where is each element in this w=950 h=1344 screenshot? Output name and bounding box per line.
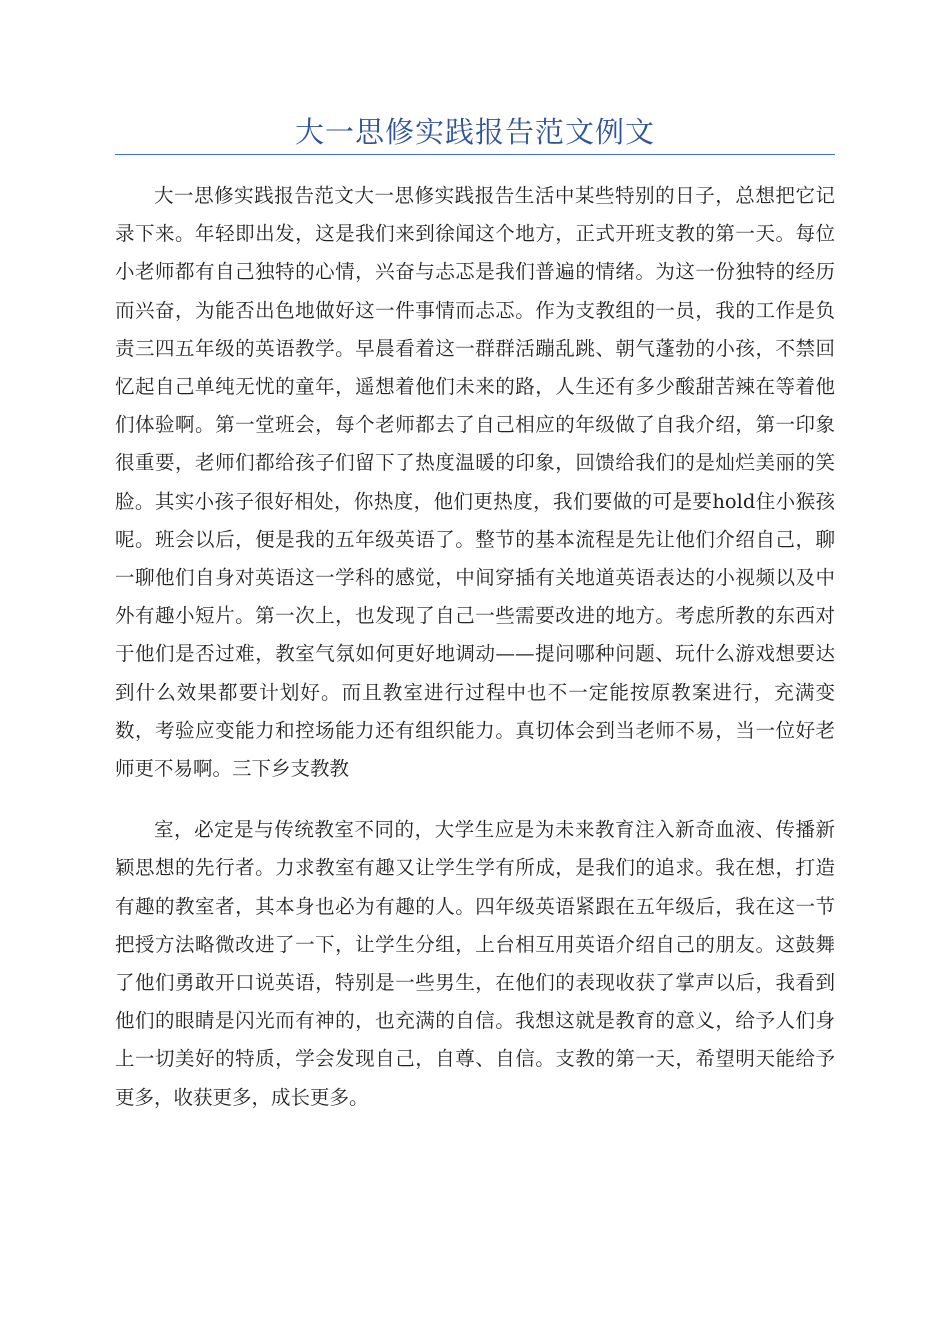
document-title: 大一思修实践报告范文例文: [294, 115, 655, 149]
body-paragraph-2: 室，必定是与传统教室不同的，大学生应是为未来教育注入新奇血液、传播新颖思想的先行者。力求教室有趣又让学生学有所成，是我们的追求。我在想，打造有趣的教室者，其本身也必为有趣的人。四年级英语紧跟在五年级后，我在这一节把授方法略微改进了一下，让学生分组，上台相互用英语介绍自己的朋友。这鼓舞了他们勇敢开口说英语，特别是一些男生，在他们的表现收获了掌声以后，我看到他们的眼睛是闪光而有神的，也充满的自信。我想这就是教育的意义，给予人们身上一切美好的特质，学会发现自己，自尊、自信。支教的第一天，希望明天能给予更多，收获更多，成长更多。: [115, 818, 835, 1109]
body-paragraph-1: 大一思修实践报告范文大一思修实践报告生活中某些特别的日子，总想把它记录下来。年轻即出发，这是我们来到徐闻这个地方，正式开班支教的第一天。每位小老师都有自己独特的心情，兴奋与忐忑是我们普遍的情绪。为这一份独特的经历而兴奋，为能否出色地做好这一件事情而忐忑。作为支教组的一员，我的工作是负责三四五年级的英语教学。早晨看着这一群群活蹦乱跳、朝气蓬勃的小孩，不禁回忆起自己单纯无忧的童年，遥想着他们未来的路，人生还有多少酸甜苦辣在等着他们体验啊。第一堂班会，每个老师都去了自己相应的年级做了自我介绍，第一印象很重要，老师们都给孩子们留下了热度温暖的印象，回馈给我们的是灿烂美丽的笑脸。其实小孩子很好相处，你热度，他们更热度，我们要做的可是要hold住小猴孩呢。班会以后，便是我的五年级英语了。整节的基本流程是先让他们介绍自己，聊一聊他们自身对英语这一学科的感觉，中间穿插有关地道英语表达的小视频以及中外有趣小短片。第一次上，也发现了自己一些需要改进的地方。考虑所教的东西对于他们是否过难，教室气氛如何更好地调动——提问哪种问题、玩什么游戏想要达到什么效果都要计划好。而且教室进行过程中也不一定能按原教案进行，充满变数，考验应变能力和控场能力还有组织能力。真切体会到当老师不易，当一位好老师更不易啊。三下乡支教教: [115, 184, 835, 781]
title-underline: [115, 154, 835, 155]
document-page: [115, 112, 835, 1117]
